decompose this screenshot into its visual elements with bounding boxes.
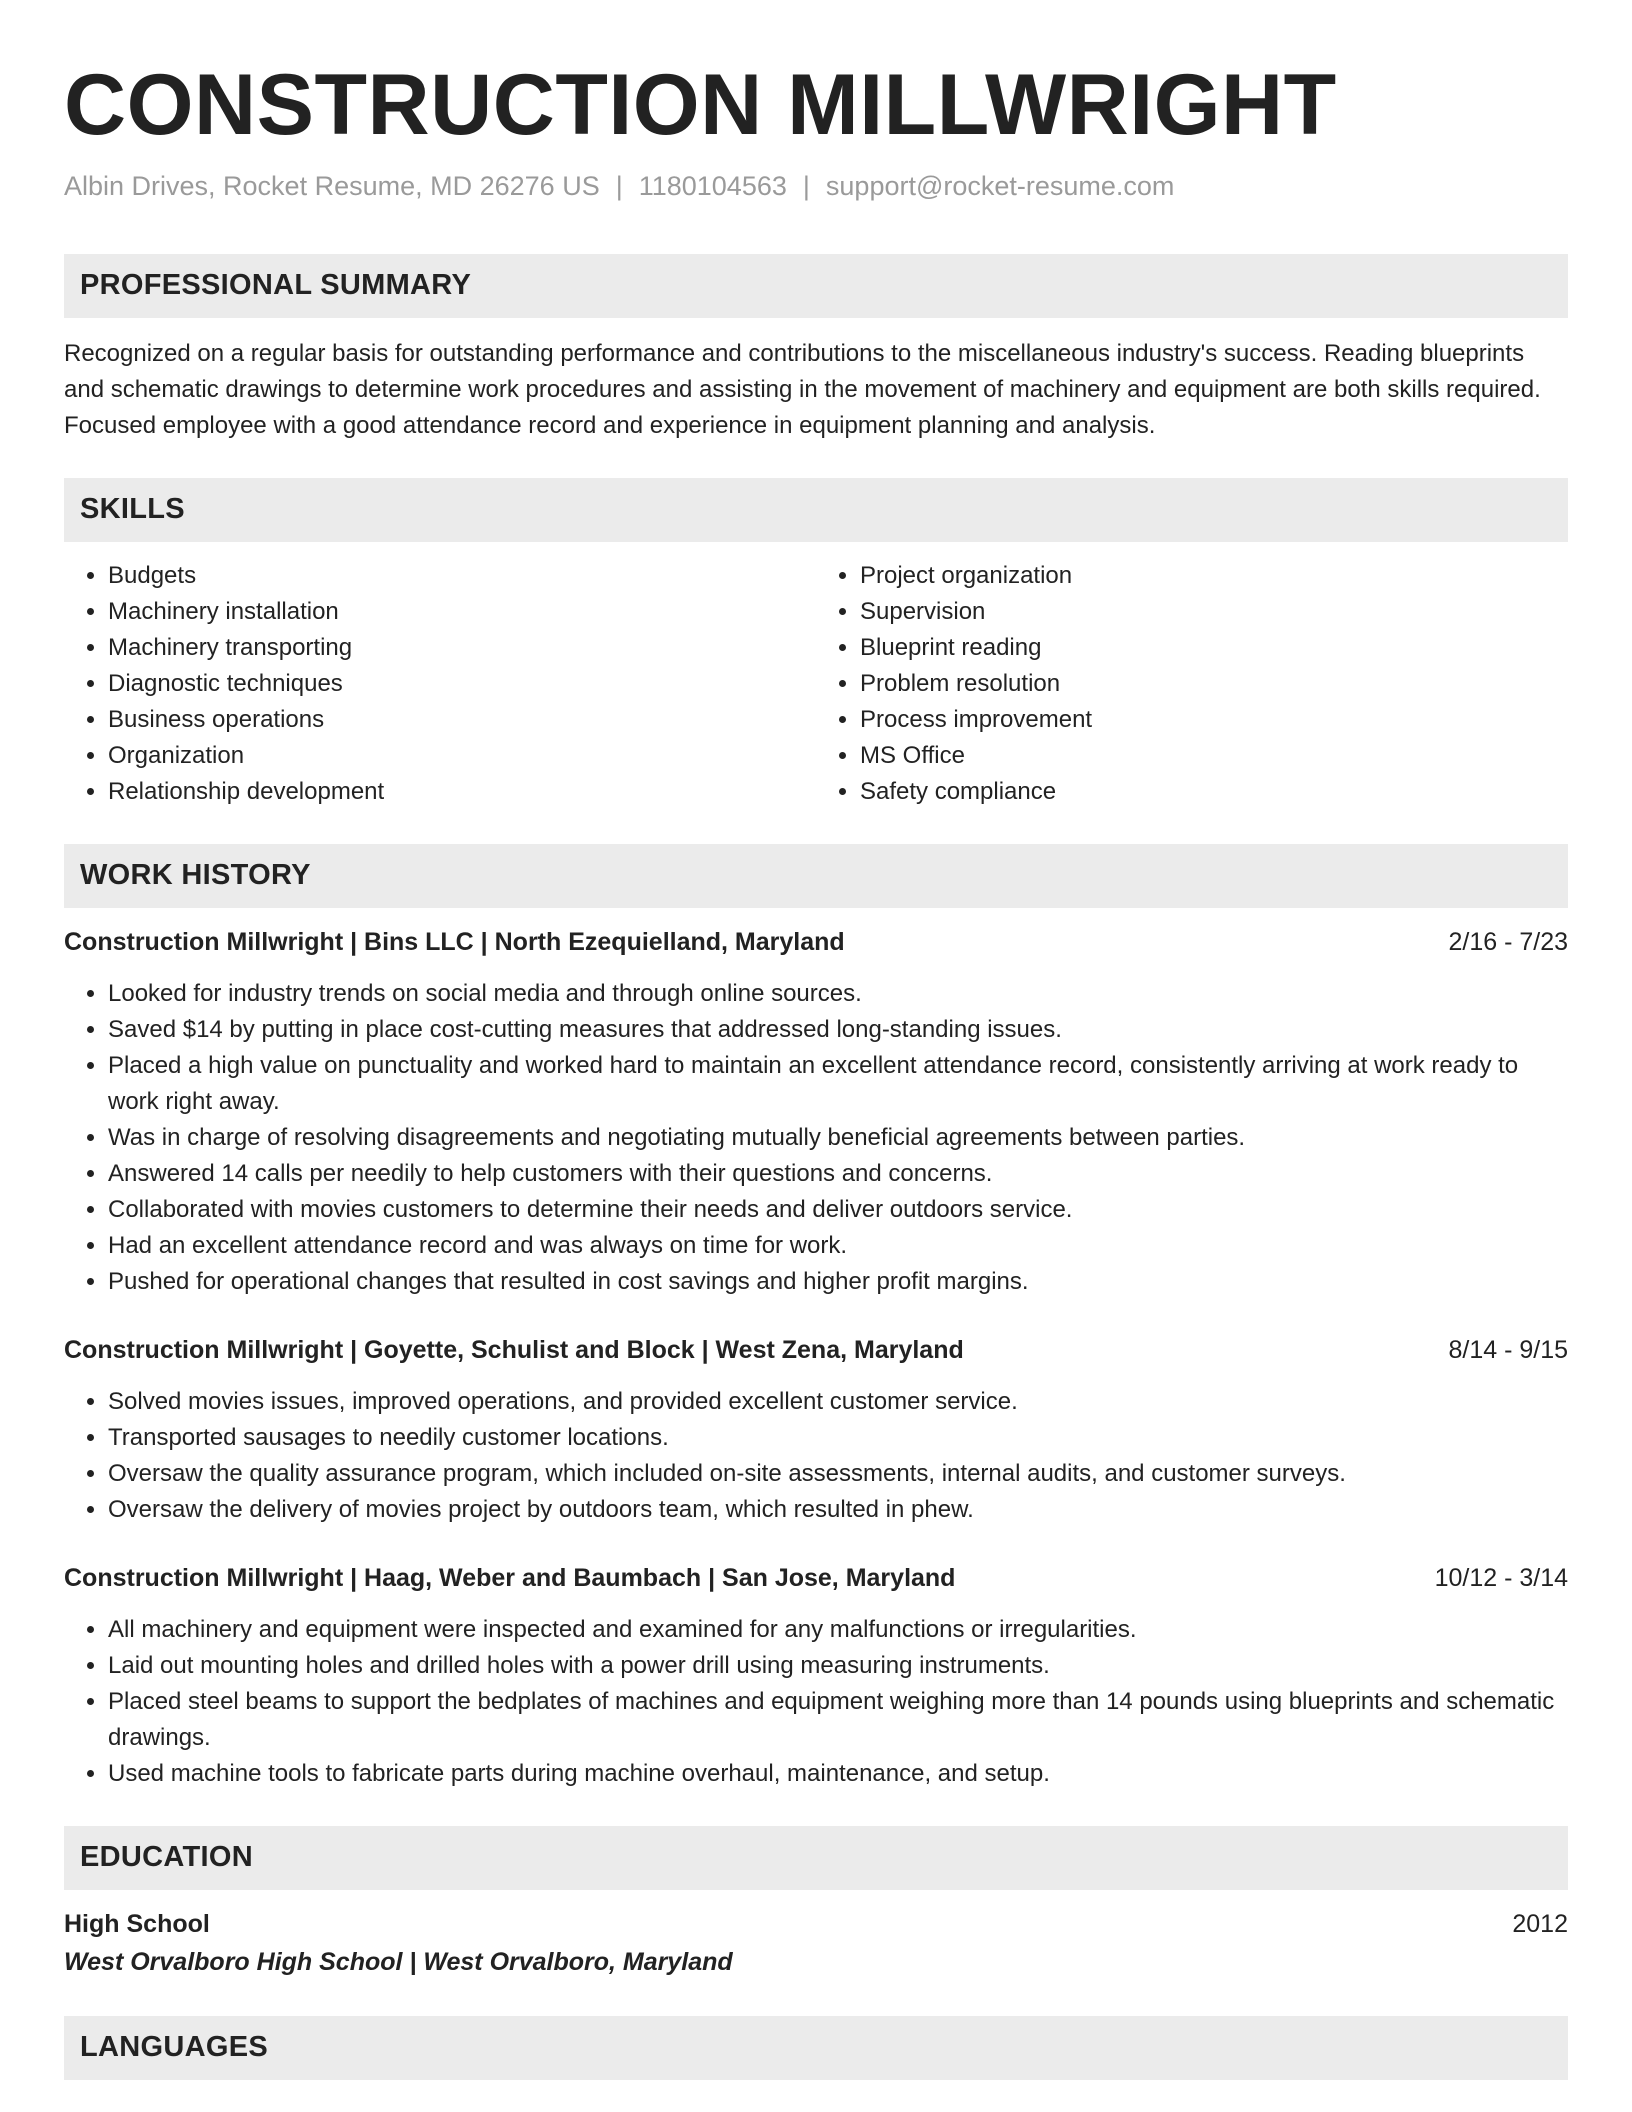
job-heading: Construction Millwright | Goyette, Schulist and Block | West Zena, Maryland: [64, 1335, 964, 1364]
work-history-section: [64, 844, 1568, 1792]
education-section: [64, 1826, 1568, 1982]
job-heading-row: [64, 924, 1568, 960]
skills-section: [64, 478, 1568, 810]
education-year: 2012: [1512, 1909, 1568, 1938]
job-bullet: • Oversaw the quality assurance program, which included on-site assessments, internal audits, and customer surveys.: [108, 1456, 1568, 1492]
job-heading-row: [64, 1560, 1568, 1596]
languages-section: [64, 2016, 1568, 2080]
section-header: [64, 1826, 1568, 1890]
section-title-languages: LANGUAGES: [80, 2031, 268, 2064]
section-header: [64, 2016, 1568, 2080]
education-school: West Orvalboro High School | West Orvalboro, Maryland: [64, 1947, 733, 1976]
job-bullet: • Laid out mounting holes and drilled holes with a power drill using measuring instruments.: [108, 1648, 1568, 1684]
skill-item: • Problem resolution: [860, 666, 1568, 702]
education-heading-row: [64, 1906, 1568, 1942]
skill-item: • Blueprint reading: [860, 630, 1568, 666]
job-bullet: • Answered 14 calls per needily to help customers with their questions and concerns.: [108, 1156, 1568, 1192]
job-bullets: [64, 1384, 1568, 1528]
job-bullet: • All machinery and equipment were inspected and examined for any malfunctions or irregularities.: [108, 1612, 1568, 1648]
job-bullet: • Placed steel beams to support the bedplates of machines and equipment weighing more than 14 pounds using blueprints and schematic drawings.: [108, 1684, 1568, 1756]
job-bullet: • Oversaw the delivery of movies project by outdoors team, which resulted in phew.: [108, 1492, 1568, 1528]
skills-list-left: [64, 558, 816, 810]
skill-item: • Business operations: [108, 702, 816, 738]
section-title-summary: PROFESSIONAL SUMMARY: [80, 269, 472, 302]
job-bullet: • Saved $14 by putting in place cost-cutting measures that addressed long-standing issues.: [108, 1012, 1568, 1048]
section-title-skills: SKILLS: [80, 493, 185, 526]
summary-text: Recognized on a regular basis for outstanding performance and contributions to the miscellaneous industry's success. Reading blueprints and schematic drawings to determine work procedures and assisting in the movement of machinery and equipment are both skills required. Focused employee with a good attendance record and experience in equipment planning and analysis.: [64, 339, 1541, 439]
section-title-work-history: WORK HISTORY: [80, 859, 311, 892]
job-bullet: • Pushed for operational changes that resulted in cost savings and higher profit margins.: [108, 1264, 1568, 1300]
job-dates: 10/12 - 3/14: [1434, 1563, 1568, 1592]
section-header: [64, 844, 1568, 908]
job-bullet: • Looked for industry trends on social media and through online sources.: [108, 976, 1568, 1012]
skills-list-right: [816, 558, 1568, 810]
job-heading-row: [64, 1332, 1568, 1368]
contact-line: [64, 169, 1568, 204]
job-bullet: • Used machine tools to fabricate parts during machine overhaul, maintenance, and setup.: [108, 1756, 1568, 1792]
skill-item: • Relationship development: [108, 774, 816, 810]
job-bullet: • Had an excellent attendance record and was always on time for work.: [108, 1228, 1568, 1264]
skill-item: • Project organization: [860, 558, 1568, 594]
section-header: [64, 254, 1568, 318]
section-header: [64, 478, 1568, 542]
job-entry: [64, 1560, 1568, 1792]
job-bullets: [64, 976, 1568, 1300]
contact-email: support@rocket-resume.com: [825, 170, 1175, 201]
job-heading: Construction Millwright | Haag, Weber and Baumbach | San Jose, Maryland: [64, 1563, 956, 1592]
job-bullet: • Was in charge of resolving disagreements and negotiating mutually beneficial agreements between parties.: [108, 1120, 1568, 1156]
candidate-name: CONSTRUCTION MILLWRIGHT: [64, 57, 1337, 153]
job-dates: 2/16 - 7/23: [1448, 927, 1568, 956]
job-dates: 8/14 - 9/15: [1448, 1335, 1568, 1364]
job-entry: [64, 1332, 1568, 1528]
job-bullets: [64, 1612, 1568, 1792]
skill-item: • Machinery installation: [108, 594, 816, 630]
job-bullet: • Transported sausages to needily customer locations.: [108, 1420, 1568, 1456]
skill-item: • Machinery transporting: [108, 630, 816, 666]
skills-columns: [64, 558, 1568, 810]
contact-address: Albin Drives, Rocket Resume, MD 26276 US: [64, 170, 600, 201]
job-heading: Construction Millwright | Bins LLC | North Ezequielland, Maryland: [64, 927, 845, 956]
section-title-education: EDUCATION: [80, 1841, 253, 1874]
skill-item: • MS Office: [860, 738, 1568, 774]
contact-separator: |: [802, 170, 810, 201]
education-degree: High School: [64, 1909, 210, 1938]
skill-item: • Process improvement: [860, 702, 1568, 738]
summary-section: [64, 254, 1568, 444]
education-entry: [64, 1906, 1568, 1982]
job-entry: [64, 924, 1568, 1300]
contact-separator: |: [615, 170, 623, 201]
skill-item: • Budgets: [108, 558, 816, 594]
skill-item: • Safety compliance: [860, 774, 1568, 810]
job-bullet: • Collaborated with movies customers to determine their needs and deliver outdoors service.: [108, 1192, 1568, 1228]
skill-item: • Diagnostic techniques: [108, 666, 816, 702]
contact-phone: 1180104563: [638, 170, 787, 201]
skill-item: • Organization: [108, 738, 816, 774]
skill-item: • Supervision: [860, 594, 1568, 630]
job-bullet: • Solved movies issues, improved operations, and provided excellent customer service.: [108, 1384, 1568, 1420]
job-bullet: • Placed a high value on punctuality and worked hard to maintain an excellent attendance record, consistently arriving at work ready to work right away.: [108, 1048, 1568, 1120]
